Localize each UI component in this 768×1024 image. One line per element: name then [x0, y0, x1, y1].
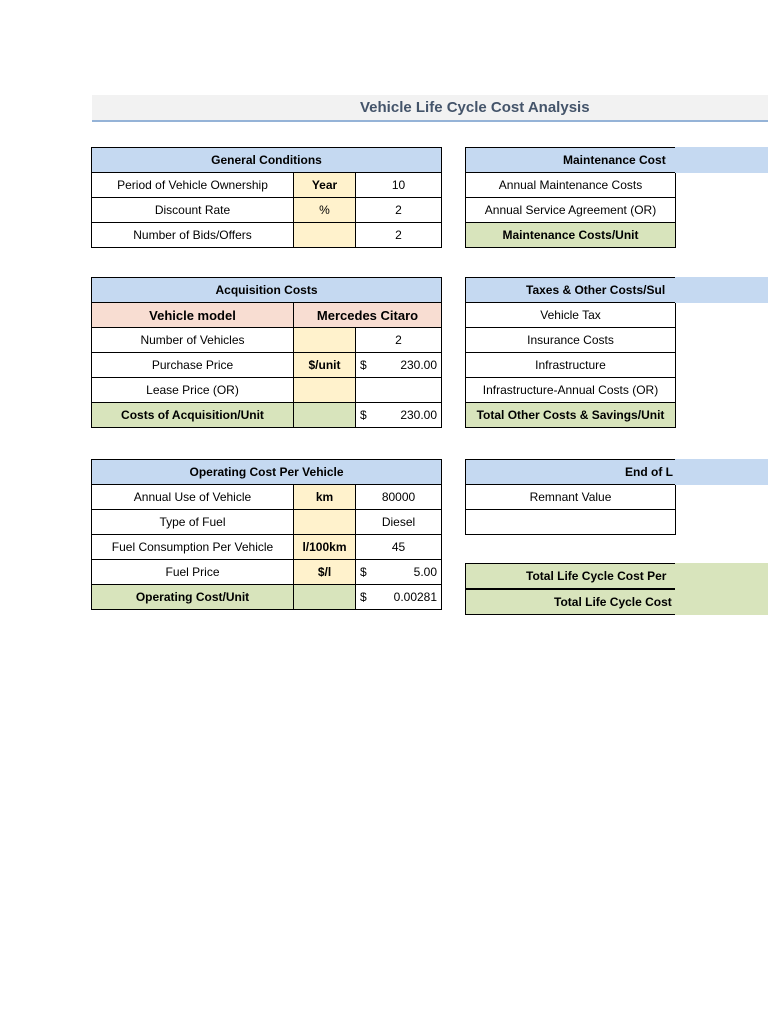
acquisition-total-label: Costs of Acquisition/Unit	[92, 403, 294, 428]
vehicle-model-label: Vehicle model	[92, 303, 294, 328]
table-row	[92, 223, 442, 248]
value-cell[interactable]	[356, 353, 442, 378]
currency-symbol: $	[360, 590, 367, 604]
table-row	[92, 560, 442, 585]
taxes-table	[465, 302, 676, 428]
unit-cell[interactable]: l/100km	[294, 535, 356, 560]
maintenance-total-label: Maintenance Costs/Unit	[466, 223, 676, 248]
unit-cell[interactable]: km	[294, 485, 356, 510]
row-label: Fuel Consumption Per Vehicle	[92, 535, 294, 560]
life-cycle-overflow-fill	[675, 563, 768, 615]
unit-cell[interactable]	[294, 223, 356, 248]
unit-cell[interactable]: %	[294, 198, 356, 223]
table-row	[92, 378, 442, 403]
row-label: Type of Fuel	[92, 510, 294, 535]
sheet-title: Vehicle Life Cycle Cost Analysis	[360, 99, 590, 116]
general-conditions-table	[91, 147, 442, 248]
row-label: Annual Service Agreement (OR)	[466, 198, 676, 223]
row-label[interactable]	[466, 510, 676, 535]
operating-header: Operating Cost Per Vehicle	[92, 460, 442, 485]
currency-symbol: $	[360, 358, 367, 372]
amount: 5.00	[413, 565, 438, 579]
table-row	[92, 485, 442, 510]
unit-cell	[294, 585, 356, 610]
maintenance-header: Maintenance Cost	[465, 147, 768, 173]
operating-total-label: Operating Cost/Unit	[92, 585, 294, 610]
table-row	[92, 173, 442, 198]
value-cell[interactable]: 2	[356, 328, 442, 353]
maintenance-header-overflow	[675, 147, 768, 173]
row-label: Discount Rate	[92, 198, 294, 223]
row-label: Period of Vehicle Ownership	[92, 173, 294, 198]
life-cycle-per-label: Total Life Cycle Cost Per	[465, 563, 675, 589]
unit-cell[interactable]: Year	[294, 173, 356, 198]
value-cell[interactable]: 80000	[356, 485, 442, 510]
row-label: Annual Use of Vehicle	[92, 485, 294, 510]
row-label: Infrastructure	[466, 353, 676, 378]
value-cell[interactable]: 10	[356, 173, 442, 198]
unit-cell	[294, 403, 356, 428]
table-row	[92, 198, 442, 223]
amount: 230.00	[400, 358, 438, 372]
amount: 0.00281	[393, 590, 438, 604]
unit-cell[interactable]: $/unit	[294, 353, 356, 378]
taxes-total-label: Total Other Costs & Savings/Unit	[466, 403, 676, 428]
maintenance-table	[465, 172, 676, 248]
row-label: Lease Price (OR)	[92, 378, 294, 403]
table-row	[92, 535, 442, 560]
row-label: Vehicle Tax	[466, 303, 676, 328]
value-cell[interactable]: 2	[356, 198, 442, 223]
row-label: Number of Bids/Offers	[92, 223, 294, 248]
row-label: Fuel Price	[92, 560, 294, 585]
unit-cell[interactable]: $/l	[294, 560, 356, 585]
general-conditions-header: General Conditions	[92, 148, 442, 173]
unit-cell[interactable]	[294, 378, 356, 403]
currency-symbol: $	[360, 408, 367, 422]
acquisition-header: Acquisition Costs	[92, 278, 442, 303]
taxes-header: Taxes & Other Costs/Sul	[465, 277, 768, 303]
life-cycle-total-label: Total Life Cycle Cost	[465, 589, 675, 615]
row-label: Number of Vehicles	[92, 328, 294, 353]
end-of-life-header: End of L	[465, 459, 768, 485]
sheet-title-bar	[92, 95, 768, 122]
row-label: Annual Maintenance Costs	[466, 173, 676, 198]
value-cell[interactable]: Diesel	[356, 510, 442, 535]
operating-cost-table	[91, 459, 442, 610]
unit-cell[interactable]	[294, 510, 356, 535]
table-row	[92, 353, 442, 378]
vehicle-model-value[interactable]: Mercedes Citaro	[294, 303, 442, 328]
row-label: Infrastructure-Annual Costs (OR)	[466, 378, 676, 403]
end-of-life-table	[465, 484, 676, 535]
row-label: Purchase Price	[92, 353, 294, 378]
value-cell[interactable]: 2	[356, 223, 442, 248]
acquisition-total-value	[356, 403, 442, 428]
value-cell[interactable]: 45	[356, 535, 442, 560]
amount: 230.00	[400, 408, 438, 422]
row-label: Insurance Costs	[466, 328, 676, 353]
value-cell[interactable]	[356, 560, 442, 585]
acquisition-table	[91, 277, 442, 428]
operating-total-value	[356, 585, 442, 610]
table-row	[92, 510, 442, 535]
end-of-life-header-overflow	[675, 459, 768, 485]
unit-cell[interactable]	[294, 328, 356, 353]
table-row	[92, 328, 442, 353]
currency-symbol: $	[360, 565, 367, 579]
value-cell[interactable]	[356, 378, 442, 403]
row-label: Remnant Value	[466, 485, 676, 510]
taxes-header-overflow	[675, 277, 768, 303]
